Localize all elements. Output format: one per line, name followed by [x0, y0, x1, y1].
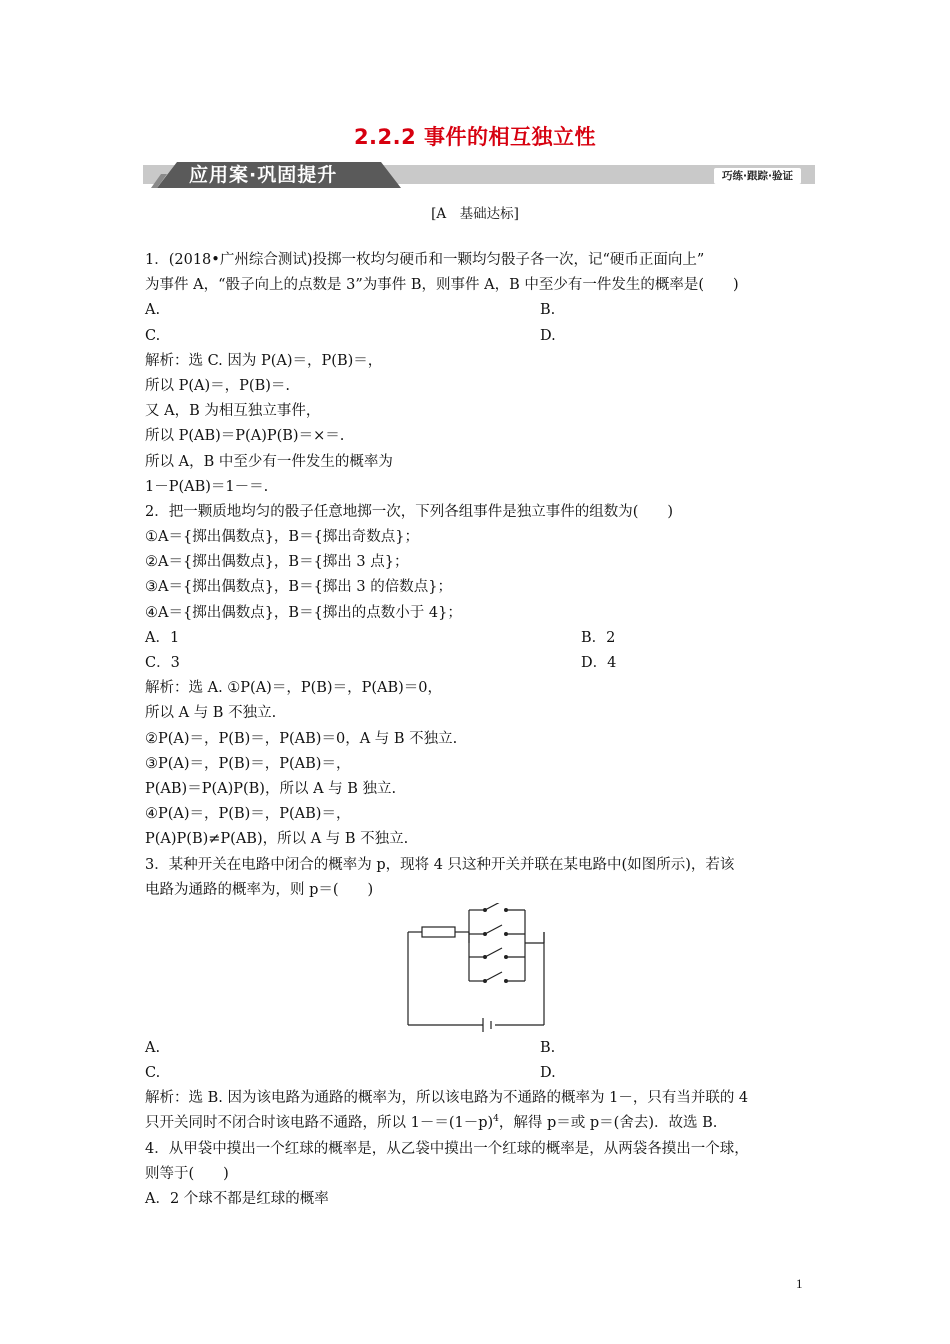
- q4-stem-line2: 则等于( ): [145, 1165, 229, 1182]
- q1-option-c: C.: [145, 327, 161, 344]
- q2-option-d: D．4: [581, 655, 617, 671]
- q2-solution-line: P(A)P(B)≠P(AB)，所以 A 与 B 不独立.: [145, 831, 409, 848]
- q1-option-b: B.: [540, 302, 556, 319]
- q2-solution-line: 所以 A 与 B 不独立.: [145, 705, 277, 722]
- q2-solution-line: P(AB)＝P(A)P(B)，所以 A 与 B 独立.: [145, 780, 397, 797]
- banner-label: 应用案·巩固提升: [189, 164, 338, 186]
- banner-tag: 巧练·跟踪·验证: [714, 168, 801, 184]
- q1-option-d: D.: [540, 327, 556, 344]
- q3-solution-pre: 只开关同时不闭合时该电路不通路，所以 1－＝(1－p): [145, 1115, 494, 1132]
- q3-option-c: C.: [145, 1065, 161, 1082]
- q2-solution-line: ③P(A)＝，P(B)＝，P(AB)＝，: [145, 755, 351, 772]
- parallel-switch-circuit: [405, 903, 555, 1036]
- section-level: [A 基础达标]: [431, 206, 519, 222]
- q4-stem-line1: 4．从甲袋中摸出一个红球的概率是，从乙袋中摸出一个红球的概率是，从两袋各摸出一个球，: [145, 1140, 749, 1157]
- page-title: 2.2.2 事件的相互独立性: [353, 125, 597, 149]
- q3-solution-line2: [145, 1111, 815, 1136]
- q3-stem-line2: 电路为通路的概率为，则 p＝( ): [145, 881, 374, 898]
- q1-options-row2: [145, 324, 815, 349]
- q1-solution-line: 又 A，B 为相互独立事件，: [145, 403, 321, 420]
- page-number: 1: [796, 1276, 803, 1291]
- q1-solution-line: 所以 P(AB)＝P(A)P(B)＝×＝.: [145, 428, 345, 445]
- circuit-diagram: [145, 903, 815, 1036]
- q1-stem-line1: 1．(2018•广州综合测试)投掷一枚均匀硬币和一颗均匀骰子各一次，记“硬币正面向上”: [145, 252, 705, 268]
- q4-option-a: A．2 个球不都是红球的概率: [145, 1191, 329, 1207]
- q3-solution-post: ，解得 p＝或 p＝(舍去)．故选 B.: [498, 1115, 718, 1132]
- q3-options-row2: [145, 1061, 815, 1086]
- q2-item: ③A＝{掷出偶数点}，B＝{掷出 3 的倍数点}；: [145, 579, 452, 596]
- q2-options-row1: [145, 626, 815, 651]
- q1-solution-line: 1－P(AB)＝1－＝.: [145, 478, 269, 495]
- q3-solution-line1: 解析：选 B. 因为该电路为通路的概率为，所以该电路为不通路的概率为 1－，只有当并联的 4: [145, 1090, 749, 1107]
- q2-option-c: C．3: [145, 655, 180, 671]
- q2-item: ①A＝{掷出偶数点}，B＝{掷出奇数点}；: [145, 529, 420, 546]
- q2-solution-line: ②P(A)＝，P(B)＝，P(AB)＝0，A 与 B 不独立.: [145, 730, 458, 747]
- q1-solution-line: 所以 P(A)＝，P(B)＝.: [145, 377, 290, 394]
- q2-item: ②A＝{掷出偶数点}，B＝{掷出 3 点}；: [145, 554, 409, 571]
- section-banner: [143, 162, 815, 188]
- q3-options-row1: [145, 1036, 815, 1061]
- q3-option-b: B.: [540, 1039, 556, 1056]
- q2-options-row2: [145, 651, 815, 676]
- q3-option-d: D.: [540, 1065, 556, 1082]
- q1-stem-line2: 为事件 A，“骰子向上的点数是 3”为事件 B，则事件 A，B 中至少有一件发生的概率是( ): [145, 277, 739, 294]
- q3-option-a: A.: [145, 1039, 161, 1056]
- q2-option-a: A．1: [145, 629, 180, 646]
- q1-options-row1: [145, 298, 815, 323]
- q3-stem-line1: 3．某种开关在电路中闭合的概率为 p，现将 4 只这种开关并联在某电路中(如图所示)，若该: [145, 856, 735, 873]
- q2-stem: 2．把一颗质地均匀的骰子任意地掷一次，下列各组事件是独立事件的组数为( ): [145, 503, 674, 520]
- q2-option-b: B．2: [581, 629, 616, 646]
- q2-item: ④A＝{掷出偶数点}，B＝{掷出的点数小于 4}；: [145, 604, 462, 621]
- q2-solution-line: 解析：选 A. ①P(A)＝，P(B)＝，P(AB)＝0，: [145, 680, 442, 697]
- question-list: [145, 248, 815, 1212]
- q3-solution-exponent: 4: [493, 1114, 499, 1125]
- q1-solution-line: 所以 A，B 中至少有一件发生的概率为: [145, 453, 393, 470]
- q1-solution-line: 解析：选 C. 因为 P(A)＝，P(B)＝，: [145, 352, 383, 369]
- q1-option-a: A.: [145, 302, 161, 319]
- q2-solution-line: ④P(A)＝，P(B)＝，P(AB)＝，: [145, 806, 351, 823]
